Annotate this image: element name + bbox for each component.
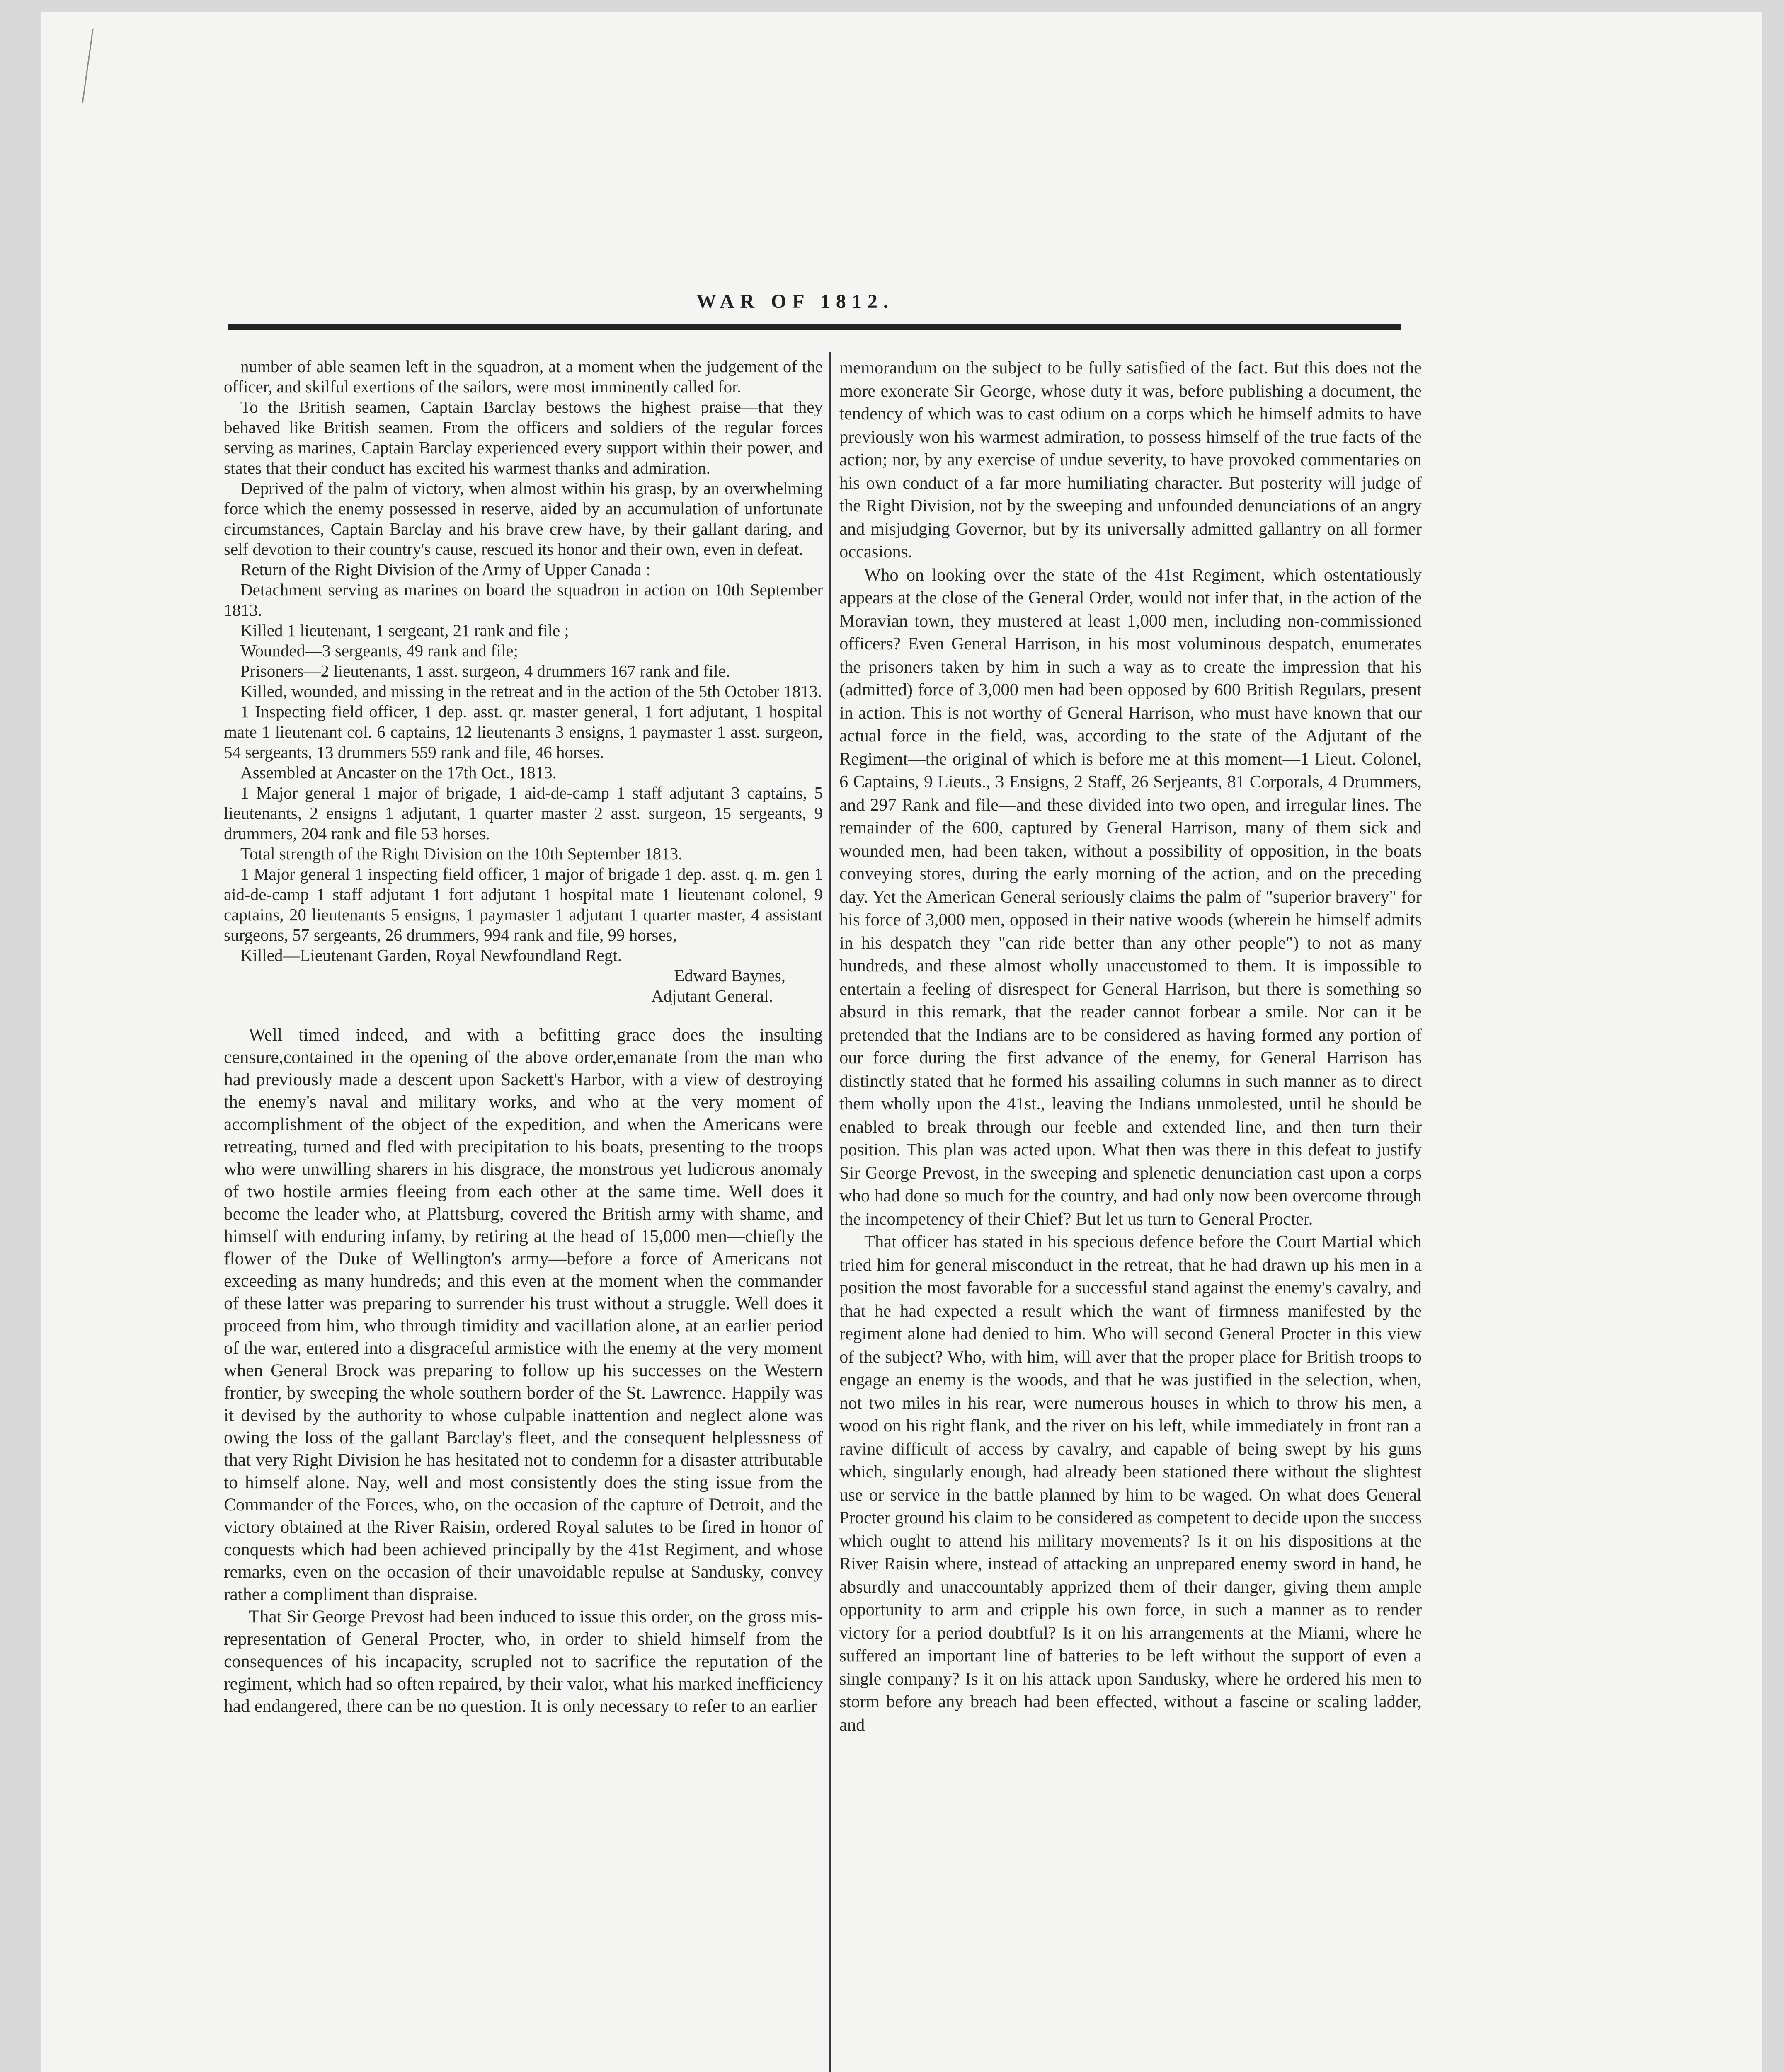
document-page — [41, 12, 1762, 2072]
paragraph: Deprived of the palm of victory, when almost within his grasp, by an overwhelming force which the enemy possessed in reserve, aided by an accumulation of unfortunate circumstances, Captain Barclay and his brave crew have, by their gallant daring, and self devotion to their country's cause, rescued its honor and their own, even in defeat. — [224, 479, 823, 559]
paragraph: Wounded—3 sergeants, 49 rank and file; — [240, 641, 518, 660]
spacer — [224, 1006, 823, 1024]
paragraph: Well timed indeed, and with a befitting grace does the insulting censure,contained in the opening of the above order,emanate from the man who had previously made a descent upon Sackett's Harbor, with a view of destroying the enemy's naval and military works, and who at the very moment of accomplishment of the object of the expedition, and when the Americans were retreating, turned and fled with precipitation to his boats, presenting to the troops who were unwilling sharers in his disgrace, the monstrous yet ludicrous anomaly of two hostile armies fleeing from each other at the same time. Well does it become the leader who, at Plattsburg, covered the British army with shame, and himself with enduring infamy, by retiring at the head of 15,000 men—chiefly the flower of the Duke of Wellington's army—before a force of Americans not exceeding as many hundreds; and this even at the moment when the commander of these latter was preparing to surrender his trust without a struggle. Well does it proceed from him, who through timidity and vacillation alone, at an earlier period of the war, entered into a disgraceful armistice with the enemy at the very moment when General Brock was preparing to follow up his successes on the Western frontier, by sweeping the whole southern border of the St. Lawrence. Happily was it devised by the authority to whose culpable inattention and neglect alone was owing the loss of the gallant Barclay's fleet, and the consequent helplessness of that very Right Division he has hesitated not to condemn for a disaster attributable to himself alone. Nay, well and most consistently does the sting issue from the Commander of the Forces, who, on the occasion of the capture of Detroit, and the victory obtained at the River Raisin, ordered Royal salutes to be fired in honor of conquests which had been achieved principally by the 41st Regiment, and whose remarks, even on the occasion of their unavoidable repulse at Sandusky, convey rather a compliment than dispraise. — [224, 1025, 823, 1604]
paragraph: Detachment serving as marines on board the squadron in action on 10th September 1813. — [224, 580, 823, 620]
right-column — [839, 356, 1422, 1736]
left-column — [224, 356, 823, 1717]
paragraph: Killed, wounded, and missing in the retreat and in the action of the 5th October 1813. — [240, 682, 822, 701]
paragraph: That Sir George Prevost had been induced to issue this order, on the gross mis-representation of General Procter, who, in order to shield himself from the consequences of his incapacity, scrupled not to sacrifice the reputation of the regiment, which had so often repaired, by their valor, what his marked inefficiency had endangered, there can be no question. It is only necessary to refer to an earlier — [224, 1607, 823, 1716]
paragraph: Who on looking over the state of the 41st Regiment, which ostentatiously appears at the close of the General Order, would not infer that, in the action of the Moravian town, they mustered at least 1,000 men, including non-commissioned officers? Even General Harrison, in his most voluminous despatch, enumerates the prisoners taken by him in such a way as to create the impression that his (admitted) force of 3,000 men had been opposed by 600 British Regulars, present in action. This is not worthy of General Harrison, who must have known that our actual force in the field, was, according to the state of the Adjutant of the Regiment—the original of which is before me at this moment—1 Lieut. Colonel, 6 Captains, 9 Lieuts., 3 Ensigns, 2 Staff, 26 Serjeants, 81 Corporals, 4 Drummers, and 297 Rank and file—and these divided into two open, and irregular lines. The remainder of the 600, captured by General Harrison, many of them sick and wounded men, had been taken, without a possibility of opposition, in the boats conveying stores, during the early morning of the action, and on the preceding day. Yet the American General seriously claims the palm of "superior bravery" for his force of 3,000 men, opposed in their native woods (wherein he himself admits in his despatch they "can ride better than any other people") to not as many hundreds, and these almost wholly unaccustomed to them. It is impossible to entertain a feeling of disrespect for General Harrison, but there is something so absurd in this remark, that the reader cannot forbear a smile. Nor can it be pretended that the Indians are to be considered as having formed any portion of our force during the first advance of the enemy, for General Harrison has distinctly stated that he formed his assailing columns in such manner as to direct them wholly upon the 41st., leaving the Indians unmolested, until he should be enabled to break through our feeble and extended line, and then turn their position. This plan was acted upon. What then was there in this defeat to justify Sir George Prevost, in the sweeping and splenetic denunciation cast upon a corps who had done so much for the country, and had only now been overcome through the incompetency of their Chief? But let us turn to General Procter. — [839, 565, 1422, 1229]
paragraph: Return of the Right Division of the Army of Upper Canada : — [240, 560, 651, 579]
paragraph: Prisoners—2 lieutenants, 1 asst. surgeon, 4 drummers 167 rank and file. — [240, 661, 730, 680]
paragraph: 1 Major general 1 major of brigade, 1 aid-de-camp 1 staff adjutant 3 captains, 5 lieutenants, 2 ensigns 1 adjutant, 1 quarter master 2 asst. surgeon, 15 sergeants, 9 drummers, 204 rank and file 53 horses. — [224, 783, 823, 843]
paragraph: 1 Inspecting field officer, 1 dep. asst. qr. master general, 1 fort adjutant, 1 hospital mate 1 lieutenant col. 6 captains, 12 lieutenants 3 ensigns, 1 paymaster 1 asst. surgeon, 54 sergeants, 13 drummers 559 rank and file, 46 horses. — [224, 702, 823, 762]
paragraph: That officer has stated in his specious defence before the Court Martial which tried him for general misconduct in the retreat, that he had drawn up his men in a position the most favorable for a successful stand against the enemy's cavalry, and that he had expected a result which the want of firmness manifested by the regiment alone had denied to him. Who will second General Procter in this view of the subject? Who, with him, will aver that the proper place for British troops to engage an enemy is the woods, and that he was justified in the selection, when, not two miles in his rear, were numerous houses in which to throw his men, a wood on his right flank, and the river on his left, while immediately in front ran a ravine difficult of access by cavalry, and capable of being swept by his guns which, singularly enough, had already been stationed there without the slightest use or service in the battle planned by him to be waged. On what does General Procter ground his claim to be considered as competent to decide upon the success which ought to attend his military movements? Is it on his dispositions at the River Raisin where, instead of attacking an unprepared enemy sword in hand, he absurdly and unaccountably apprized them of their danger, giving them ample opportunity to arm and cripple his own force, in such a manner as to render victory for a period doubtful? Is it on his arrangements at the Miami, where he suffered an important line of batteries to be left without the support of even a single company? Is it on his attack upon Sandusky, where he ordered his men to storm before any breach had been effected, without a fascine or scaling ladder, and — [839, 1232, 1422, 1735]
paragraph: Killed—Lieutenant Garden, Royal Newfoundland Regt. — [240, 946, 622, 965]
signature-name: Edward Baynes, — [674, 966, 785, 985]
signature-title: Adjutant General. — [651, 986, 773, 1005]
paragraph: 1 Major general 1 inspecting field officer, 1 major of brigade 1 dep. asst. q. m. gen 1 aid-de-camp 1 staff adjutant 1 fort adjutant 1 hospital mate 1 lieutenant colonel, 9 captains, 20 lieutenants 5 ensigns, 1 paymaster 1 adjutant 1 quarter master, 4 assistant surgeons, 57 sergeants, 26 drummers, 994 rank and file, 99 horses, — [224, 864, 823, 944]
paragraph: number of able seamen left in the squadron, at a moment when the judgement of the officer, and skilful exertions of the sailors, were most imminently called for. — [224, 357, 823, 396]
paragraph: Assembled at Ancaster on the 17th Oct., 1813. — [240, 763, 557, 782]
running-head: WAR OF 1812. — [696, 290, 894, 312]
paragraph: memorandum on the subject to be fully satisfied of the fact. But this does not the more exonerate Sir George, whose duty it was, before publishing a document, the tendency of which was to cast odium on a corps which he himself admits to have previously won his warmest admiration, to possess himself of the true facts of the action; nor, by any exercise of undue severity, to have provoked commentaries on his own conduct of a far more humiliating character. But posterity will judge of the Right Division, not by the sweeping and unfounded denunciations of an angry and misjudging Governor, but by its universally admitted gallantry on all former occasions. — [839, 358, 1422, 562]
column-divider — [829, 352, 831, 2072]
header-rule — [228, 324, 1401, 330]
order-text — [224, 356, 823, 1006]
paragraph: Total strength of the Right Division on the 10th September 1813. — [240, 844, 683, 863]
paragraph: Killed 1 lieutenant, 1 sergeant, 21 rank and file ; — [240, 621, 569, 640]
page-edge-mark — [82, 29, 93, 104]
paragraph: To the British seamen, Captain Barclay bestows the highest praise—that they behaved like British seamen. From the officers and soldiers of the regular forces serving as marines, Captain Barclay experienced every support within their power, and states that their conduct has excited his warmest thanks and admiration. — [224, 397, 823, 477]
